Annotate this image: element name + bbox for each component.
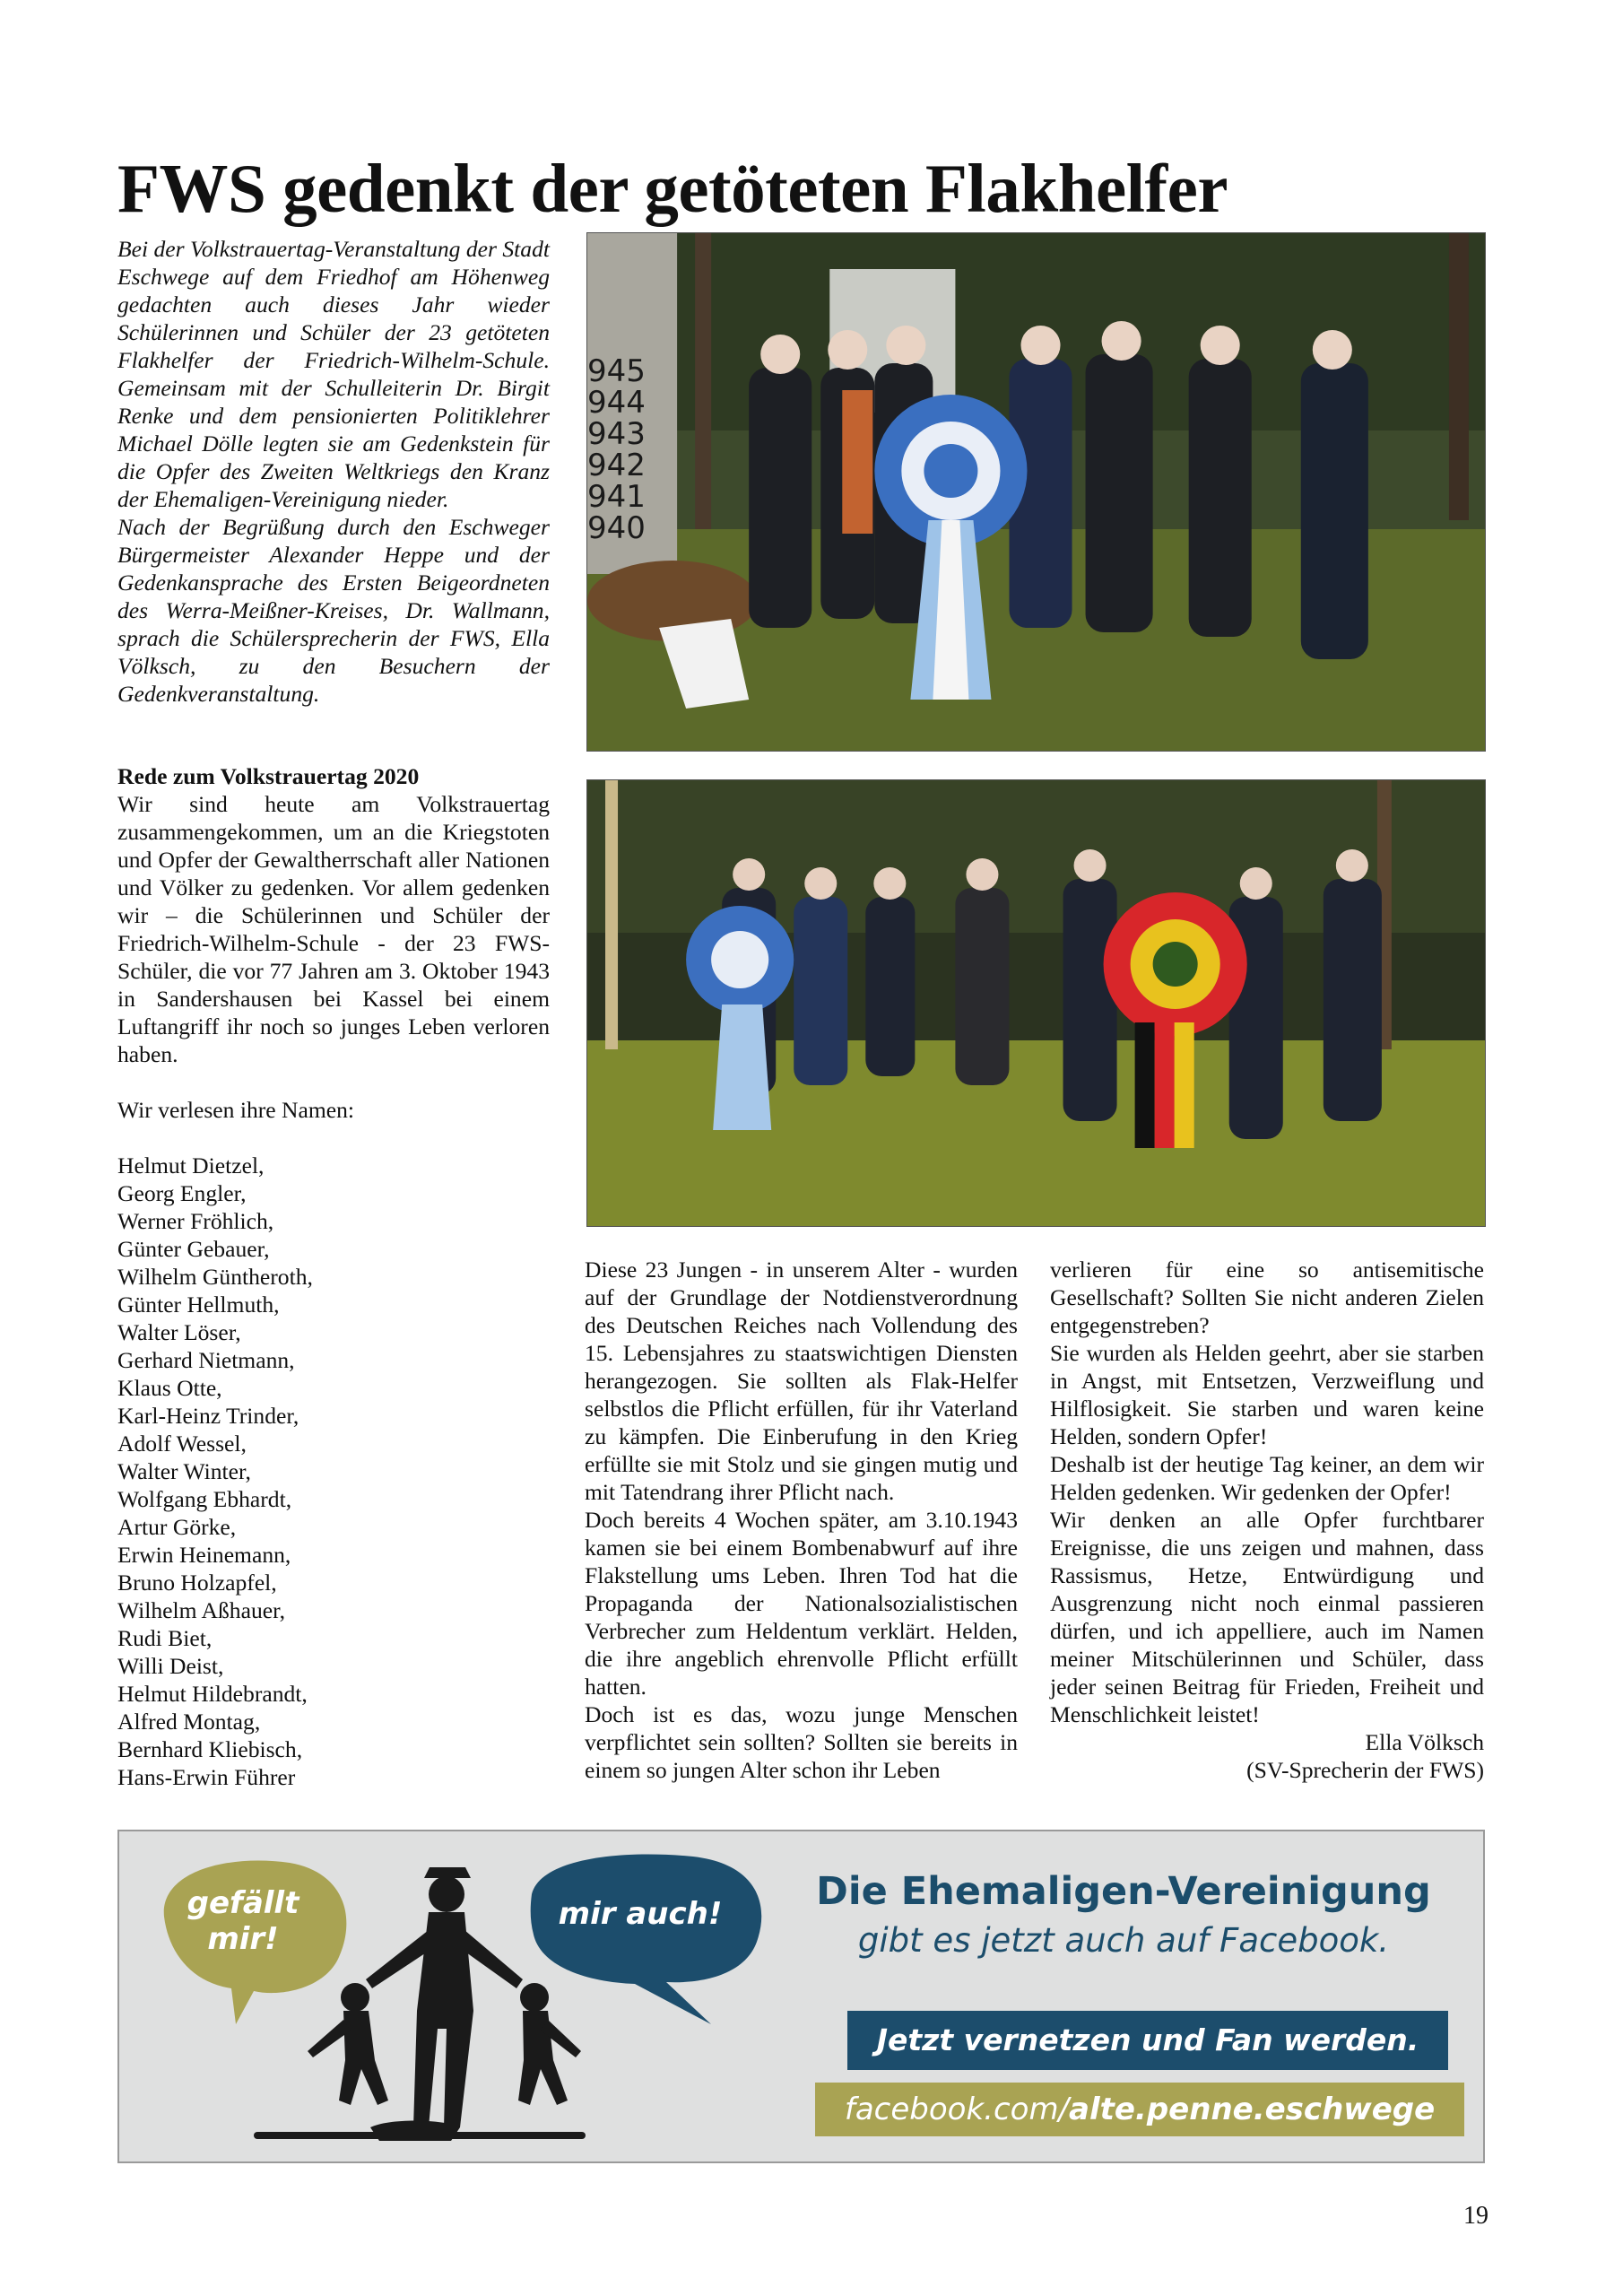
list-item: Bruno Holzapfel, bbox=[117, 1570, 277, 1596]
list-item: Karl-Heinz Trinder, bbox=[117, 1403, 299, 1429]
list-item: Wolfgang Ebhardt, bbox=[117, 1486, 292, 1512]
year-label: 942 bbox=[587, 448, 646, 483]
list-item: Walter Winter, bbox=[117, 1458, 251, 1484]
speech-column-3 bbox=[1050, 1256, 1484, 1784]
list-item: Walter Löser, bbox=[117, 1319, 241, 1345]
list-item: Adolf Wessel, bbox=[117, 1431, 247, 1457]
list-item: Günter Hellmuth, bbox=[117, 1292, 280, 1318]
list-item: Helmut Hildebrandt, bbox=[117, 1681, 308, 1707]
bubble-left-text: gefällt mir! bbox=[187, 1885, 299, 1957]
ad-subtitle: gibt es jetzt auch auf Facebook. bbox=[857, 1921, 1390, 1960]
intro-paragraph-2: Nach der Begrüßung durch den Eschweger Bürgermeister Alexander Heppe und der Gedenkansprache des Ersten Beigeordneten des Werra-Meißner-Kreises, Dr. Wallmann, sprach die Schülersprecherin der FWS, Ella Völksch, zu den Besuchern der Gedenkveranstaltung. bbox=[117, 514, 550, 707]
year-label: 944 bbox=[587, 385, 646, 421]
year-label: 941 bbox=[587, 479, 646, 515]
list-item: Wilhelm Aßhauer, bbox=[117, 1597, 286, 1623]
signature-role: (SV-Sprecherin der FWS) bbox=[1246, 1757, 1484, 1783]
url-prefix: facebook.com/ bbox=[844, 2092, 1070, 2127]
speech-column-2 bbox=[585, 1256, 1018, 1784]
list-item: Georg Engler, bbox=[117, 1180, 247, 1206]
speech-paragraph: Deshalb ist der heutige Tag keiner, an dem wir Helden gedenken. Wir gedenken der Opfer! bbox=[1050, 1451, 1484, 1505]
signature-name: Ella Völksch bbox=[1365, 1729, 1484, 1755]
facebook-url[interactable] bbox=[815, 2083, 1464, 2136]
names-intro: Wir verlesen ihre Namen: bbox=[117, 1097, 355, 1123]
speech-paragraph: Wir sind heute am Volkstrauertag zusammengekommen, um an die Kriegstoten und Opfer der Gewaltherrschaft aller Nationen und Völker zu gedenken. Vor allem gedenken wir – die Schülerinnen und Schüler der Friedrich-Wilhelm-Schule - der 23 FWS-Schüler, die vor 77 Jahren am 3. Oktober 1943 in Sandershausen bei Kassel bei einem Luftangriff ihr noch so junges Leben verloren haben. bbox=[117, 791, 550, 1067]
memorial-stone-years bbox=[587, 353, 646, 546]
bubble-right-text: mir auch! bbox=[558, 1896, 723, 1932]
list-item: Werner Fröhlich, bbox=[117, 1208, 274, 1234]
speech-paragraph: Doch bereits 4 Wochen später, am 3.10.1943 kamen sie bei einem Bombenabwurf auf ihre Flakstellung ums Leben. Ihren Tod hat die Propaganda der Nationalsozialistischen Verbrecher zum Heldentum verklärt. Helden, die ihre angeblich ehrenvolle Pflicht erfüllt hatten. bbox=[585, 1507, 1018, 1700]
speech-bubble-right bbox=[531, 1854, 762, 2024]
list-item: Alfred Montag, bbox=[117, 1709, 261, 1735]
list-item: Helmut Dietzel, bbox=[117, 1152, 265, 1178]
list-item: Willi Deist, bbox=[117, 1653, 224, 1679]
speech-column bbox=[117, 762, 550, 1791]
speech-paragraph: verlieren für eine so antisemitische Gesellschaft? Sollten Sie nicht anderen Zielen entgegenstreben? bbox=[1050, 1257, 1484, 1338]
list-item: Rudi Biet, bbox=[117, 1625, 213, 1651]
list-item: Gerhard Nietmann, bbox=[117, 1347, 295, 1373]
list-item: Wilhelm Güntheroth, bbox=[117, 1264, 313, 1290]
intro-paragraph-1: Bei der Volkstrauertag-Veranstaltung der Stadt Eschwege auf dem Friedhof am Höhenweg gedachten auch dieses Jahr wieder Schülerinnen und Schüler der 23 getöteten Flakhelfer der Friedrich-Wilhelm-Schule. Gemeinsam mit der Schulleiterin Dr. Birgit Renke und dem pensionierten Politiklehrer Michael Dölle legten sie am Gedenkstein für die Opfer des Zweiten Weltkriegs den Kranz der Ehemaligen-Vereinigung nieder. bbox=[117, 236, 550, 512]
article-title: FWS gedenkt der getöteten Flakhelfer bbox=[117, 150, 1228, 227]
names-list bbox=[117, 1152, 550, 1791]
year-label: 940 bbox=[587, 510, 646, 546]
year-label: 945 bbox=[587, 353, 646, 389]
speech-paragraph: Diese 23 Jungen - in unserem Alter - wurden auf der Grundlage der Notdienstverordnung des Deutschen Reiches nach Vollendung des 15. Lebensjahres zu staatswichtigen Diensten herangezogen. Sie sollten als Flak-Helfer selbstlos die Pflicht erfüllen, für ihr Vaterland zu kämpfen. Die Einberufung in den Krieg erfüllte sie mit Stolz und sie gingen mutig und mit Tatendrang ihrer Pflicht nach. bbox=[585, 1257, 1018, 1505]
memorial-group-photo bbox=[586, 232, 1486, 752]
list-item: Hans-Erwin Führer bbox=[117, 1764, 296, 1790]
page-number: 19 bbox=[1463, 2202, 1488, 2230]
list-item: Erwin Heinemann, bbox=[117, 1542, 291, 1568]
ad-cta-banner: Jetzt vernetzen und Fan werden. bbox=[847, 2011, 1448, 2070]
list-item: Klaus Otte, bbox=[117, 1375, 222, 1401]
list-item: Artur Görke, bbox=[117, 1514, 237, 1540]
url-handle: alte.penne.eschwege bbox=[1069, 2092, 1436, 2127]
speech-paragraph: Doch ist es das, wozu junge Menschen verpflichtet sein sollten? Sollten sie bereits in einem so jungen Alter schon ihr Leben bbox=[585, 1701, 1018, 1783]
ad-title: Die Ehemaligen-Vereinigung bbox=[816, 1869, 1431, 1914]
speech-paragraph: Sie wurden als Helden geehrt, aber sie starben in Angst, mit Entsetzen, Verzweiflung und Hilflosigkeit. Sie starben und waren keine Helden, sondern Opfer! bbox=[1050, 1340, 1484, 1449]
speech-paragraph: Wir denken an alle Opfer furchtbarer Ereignisse, die uns zeigen und mahnen, dass Rassismus, Hetze, Entwürdigung und Ausgrenzung nicht noch einmal passieren dürfen, und ich appelliere, auch im Namen meiner Mitschülerinnen und Schüler, dass jeder seinen Beitrag für Frieden, Freiheit und Menschlichkeit leistet! bbox=[1050, 1507, 1484, 1727]
intro-text bbox=[117, 235, 550, 708]
wreath-procession-photo bbox=[586, 779, 1486, 1227]
silhouette-illustration bbox=[119, 1831, 801, 2163]
list-item: Günter Gebauer, bbox=[117, 1236, 270, 1262]
facebook-ad-banner bbox=[117, 1830, 1485, 2163]
list-item: Bernhard Kliebisch, bbox=[117, 1736, 303, 1762]
speech-heading: Rede zum Volkstrauertag 2020 bbox=[117, 763, 420, 789]
year-label: 943 bbox=[587, 416, 646, 452]
